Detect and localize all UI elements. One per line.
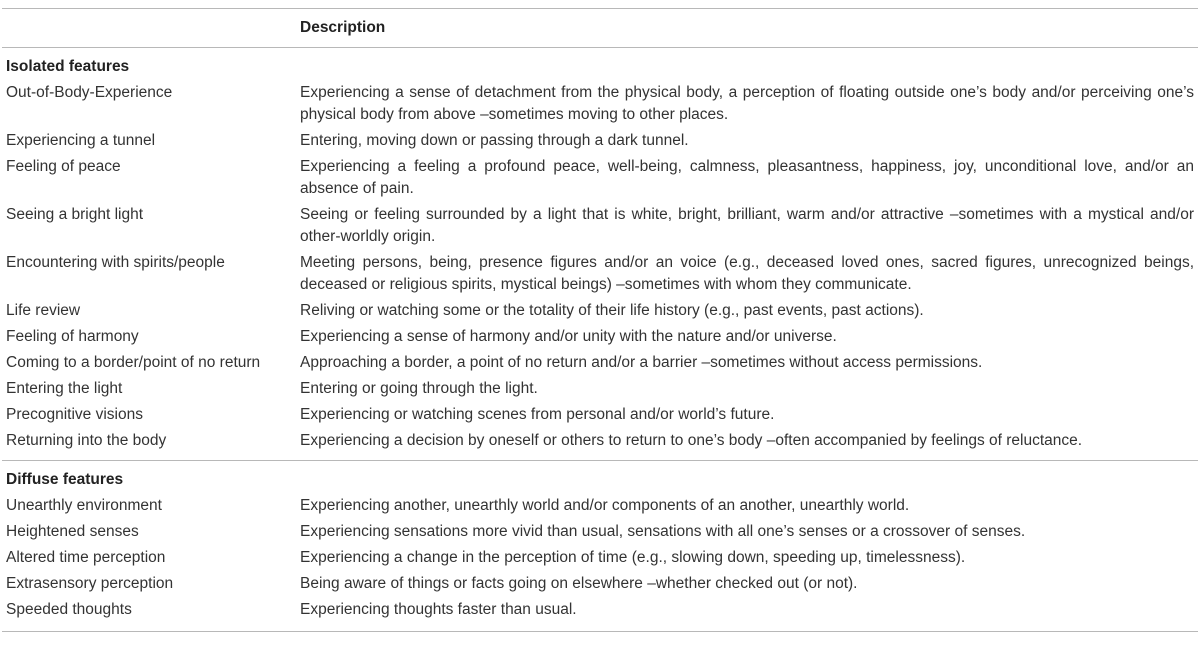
table-row — [2, 298, 1198, 324]
feature-cell: Feeling of peace — [6, 158, 121, 175]
description-cell: Experiencing a decision by oneself or others to return to one’s body –often accompanied by feelings of reluctance. — [300, 432, 1083, 449]
table-row — [2, 250, 1198, 298]
feature-cell: Unearthly environment — [6, 497, 162, 514]
table-row — [2, 154, 1198, 202]
table-header-row — [2, 9, 1198, 47]
features-table — [2, 8, 1198, 632]
feature-cell: Entering the light — [6, 380, 123, 397]
table-row — [2, 350, 1198, 376]
description-cell: Meeting persons, being, presence figures and/or an voice (e.g., deceased loved ones, sacred figures, unrecognized beings, deceased or religious spirits, mystical beings) –sometimes with whom they communicate. — [300, 254, 1194, 293]
feature-cell: Extrasensory perception — [6, 575, 174, 592]
description-cell: Experiencing sensations more vivid than usual, sensations with all one’s senses or a crossover of senses. — [300, 523, 1026, 540]
table-bottom-rule — [2, 631, 1198, 632]
table-row — [2, 519, 1198, 545]
feature-cell: Speeded thoughts — [6, 601, 132, 618]
table-row — [2, 545, 1198, 571]
feature-cell: Out-of-Body-Experience — [6, 84, 173, 101]
feature-cell: Encountering with spirits/people — [6, 254, 225, 271]
section-title: Diffuse features — [6, 471, 124, 488]
description-cell: Seeing or feeling surrounded by a light that is white, bright, brilliant, warm and/or attractive –sometimes with a mystical and/or other-worldly origin. — [300, 206, 1194, 245]
description-cell: Entering or going through the light. — [300, 380, 538, 397]
table-row — [2, 128, 1198, 154]
description-cell: Experiencing a feeling a profound peace, well-being, calmness, pleasantness, happiness, joy, unconditional love, and/or an absence of pain. — [300, 158, 1194, 197]
section-title: Isolated features — [6, 58, 130, 75]
description-cell: Experiencing or watching scenes from personal and/or world’s future. — [300, 406, 775, 423]
feature-cell: Heightened senses — [6, 523, 139, 540]
feature-cell: Precognitive visions — [6, 406, 143, 423]
description-cell: Reliving or watching some or the totality of their life history (e.g., past events, past actions). — [300, 302, 924, 319]
description-cell: Experiencing another, unearthly world and/or components of an another, unearthly world. — [300, 497, 910, 514]
table-row — [2, 571, 1198, 597]
feature-cell: Returning into the body — [6, 432, 167, 449]
table-row — [2, 80, 1198, 128]
table-row — [2, 402, 1198, 428]
table-row — [2, 324, 1198, 350]
table-row — [2, 428, 1198, 454]
header-col-description: Description — [300, 19, 386, 36]
table-row — [2, 376, 1198, 402]
description-cell: Experiencing a sense of harmony and/or unity with the nature and/or universe. — [300, 328, 837, 345]
description-cell: Approaching a border, a point of no return and/or a barrier –sometimes without access permissions. — [300, 354, 983, 371]
table-row — [2, 597, 1198, 623]
description-cell: Being aware of things or facts going on elsewhere –whether checked out (or not). — [300, 575, 858, 592]
table-row — [2, 202, 1198, 250]
feature-cell: Coming to a border/point of no return — [6, 354, 261, 371]
feature-cell: Altered time perception — [6, 549, 166, 566]
feature-cell: Feeling of harmony — [6, 328, 139, 345]
feature-cell: Seeing a bright light — [6, 206, 144, 223]
table-row — [2, 493, 1198, 519]
description-cell: Experiencing a change in the perception of time (e.g., slowing down, speeding up, timelessness). — [300, 549, 966, 566]
description-cell: Entering, moving down or passing through a dark tunnel. — [300, 132, 689, 149]
description-cell: Experiencing a sense of detachment from the physical body, a perception of floating outside one’s body and/or perceiving one’s physical body from above –sometimes moving to other places. — [300, 84, 1194, 123]
description-cell: Experiencing thoughts faster than usual. — [300, 601, 577, 618]
feature-cell: Life review — [6, 302, 81, 319]
feature-cell: Experiencing a tunnel — [6, 132, 156, 149]
table-body — [2, 48, 1198, 632]
